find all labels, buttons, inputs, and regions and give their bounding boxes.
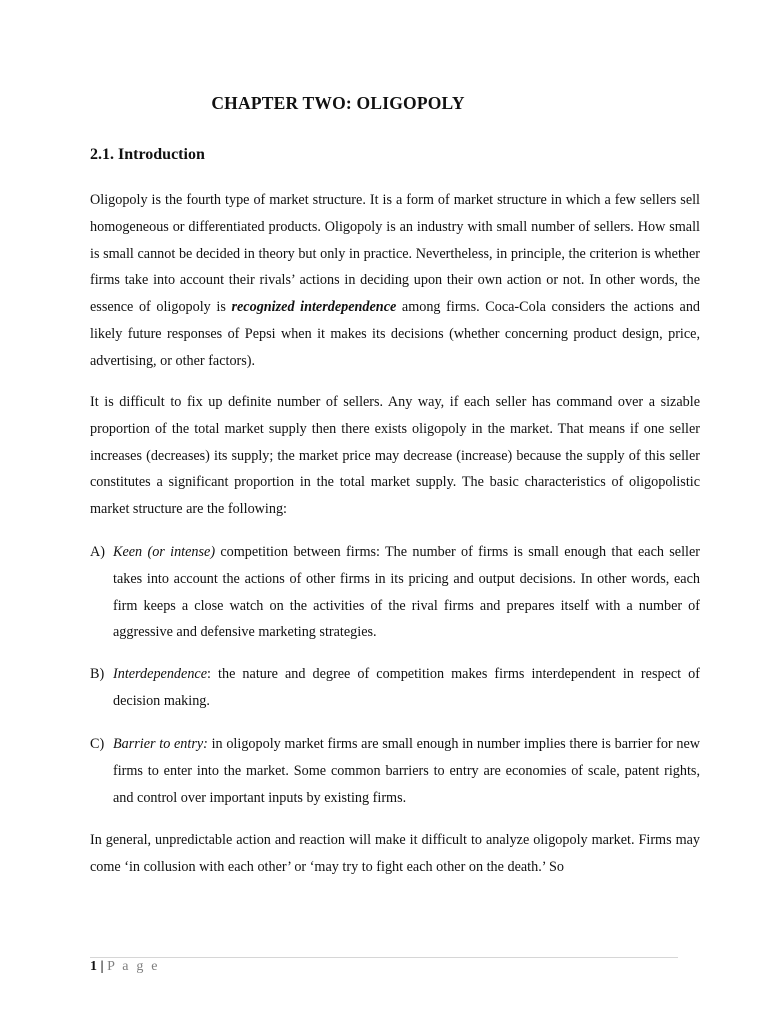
page-number: 1 [90, 959, 97, 974]
paragraph-number-of-sellers: It is difficult to fix up definite number of sellers. Any way, if each seller has command over a sizable proportion of the total market supply then there exists oligopoly in the market. That means if one seller increases (decreases) its supply; the market price may decrease (increase) because the supply of this seller constitutes a significant proportion in the total market supply. The basic characteristics of oligopolistic market structure are the following: [90, 394, 700, 518]
page-footer [90, 959, 160, 975]
list-item-term: Barrier to entry: [113, 736, 208, 752]
list-item-keen-competition [90, 539, 700, 646]
list-item-interdependence [90, 661, 700, 715]
list-item-body: in oligopoly market firms are small enough in number implies there is barrier for new firms to enter into the market. Some common barriers to entry are economies of scale, patent rights, and control over important inputs by existing firms. [113, 736, 700, 806]
paragraph-introduction [90, 187, 700, 375]
list-item-text [113, 539, 700, 646]
chapter-title: CHAPTER TWO: OLIGOPOLY [211, 93, 465, 113]
list-item-term: Interdependence [113, 666, 208, 682]
paragraph-introduction-text-1: Oligopoly is the fourth type of market structure. It is a form of market structure in which a few sellers sell homogeneous or differentiated products. Oligopoly is an industry with small number of sellers. How small is small cannot be decided in theory but only in practice. Nevertheless, in principle, the criterion is whether firms take into account their rivals’ actions in deciding upon their own action or not. In other words, the essence of oligopoly is [90, 192, 700, 316]
section-heading: 2.1. Introduction [90, 146, 205, 163]
list-item-text [113, 661, 700, 715]
list-letter: B) [90, 666, 105, 682]
paragraph-general: In general, unpredictable action and reaction will make it difficult to analyze oligopoly market. Firms may come ‘in collusion with each other’ or ‘may try to fight each other on the death.’ So [90, 832, 700, 875]
list-item-body: : the nature and degree of competition makes firms interdependent in respect of decision making. [113, 666, 700, 709]
paragraph-introduction-text-2: among firms. Coca-Cola considers the actions and likely future responses of Pepsi when it makes its decisions (whether concerning product design, price, advertising, or other factors). [90, 299, 701, 369]
list-item-term: Keen (or intense) [113, 544, 216, 560]
list-item-barrier-to-entry [90, 731, 700, 811]
list-item-text [113, 731, 700, 811]
list-letter: A) [90, 544, 105, 560]
page-label: P a g e [107, 959, 160, 974]
footer-divider [90, 957, 678, 958]
list-letter: C) [90, 736, 105, 752]
emphasis-recognized-interdependence: recognized interdependence [231, 299, 397, 316]
list-item-body: competition between firms: The number of firms is small enough that each seller takes into account the actions of other firms in its pricing and output decisions. In other words, each firm keeps a close watch on the activities of the rival firms and prepares itself with a number of aggressive and defensive marketing strategies. [113, 544, 700, 641]
footer-separator: | [100, 959, 104, 974]
